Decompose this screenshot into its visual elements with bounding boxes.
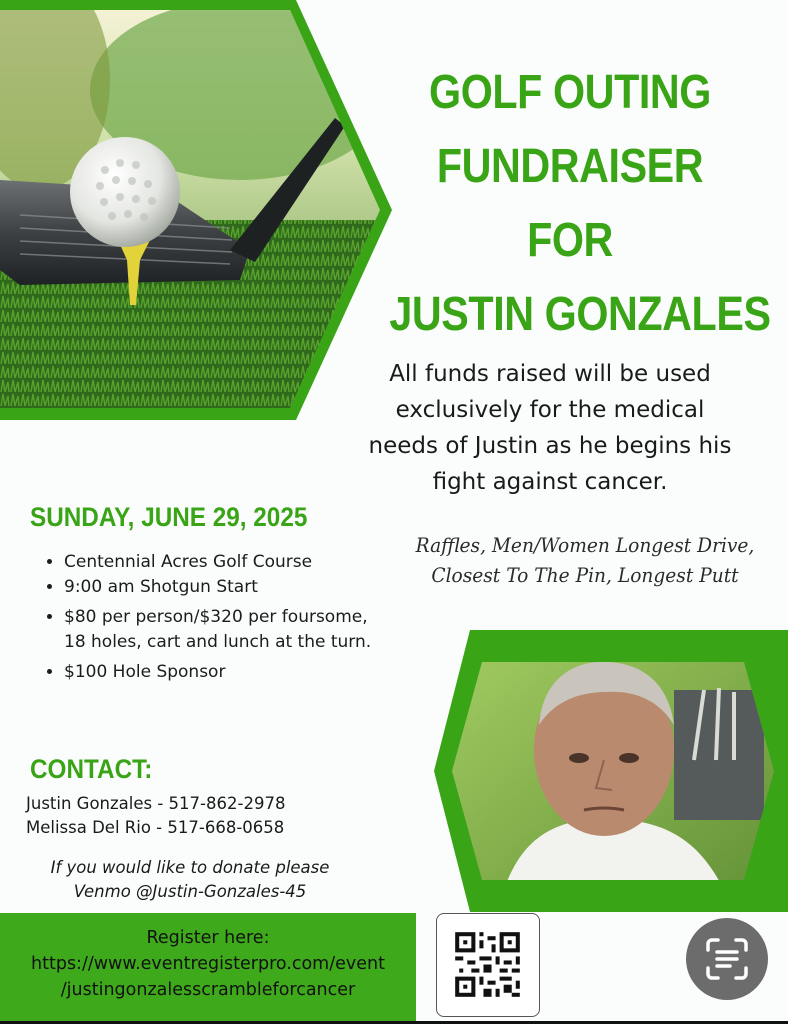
detail-location: • Centennial Acres Golf Course [64, 550, 384, 575]
description-line-1: All funds raised will be used [389, 361, 711, 387]
detail-start-time: • 9:00 am Shotgun Start [64, 575, 384, 600]
event-activities [394, 530, 775, 590]
scan-text-icon [686, 918, 768, 1000]
event-date: SUNDAY, JUNE 29, 2025 [30, 502, 308, 532]
title-line-3: FOR [527, 214, 613, 267]
donate-line-2: Venmo @Justin-Gonzales-45 [73, 882, 307, 901]
description-line-2: exclusively for the medical [395, 397, 705, 423]
detail-pricing: • $80 per person/$320 per foursome, 18 holes, cart and lunch at the turn. [64, 605, 384, 655]
fundraiser-description [330, 356, 770, 500]
event-details-list [44, 550, 384, 690]
title-line-4: JUSTIN GONZALES [389, 288, 771, 341]
qr-code-icon [437, 914, 538, 1015]
title-line-1: GOLF OUTING [429, 66, 711, 119]
detail-sponsor: • $100 Hole Sponsor [64, 660, 384, 685]
justin-photo [434, 630, 788, 912]
contact-list [26, 792, 285, 840]
contact-heading: CONTACT: [30, 754, 153, 784]
register-url-line-2[interactable]: /justingonzalesscrambleforcancer [60, 980, 356, 1000]
contact-melissa: Melissa Del Rio - 517-668-0658 [26, 818, 285, 837]
scan-text-button[interactable] [686, 918, 768, 1000]
contact-justin: Justin Gonzales - 517-862-2978 [26, 794, 286, 813]
qr-code[interactable] [436, 913, 540, 1017]
event-title [389, 56, 771, 352]
activities-line-1: Raffles, Men/Women Longest Drive, [415, 533, 755, 557]
donate-note [20, 856, 360, 904]
description-line-3: needs of Justin as he begins his [368, 433, 732, 459]
register-box [0, 913, 416, 1021]
activities-line-2: Closest To The Pin, Longest Putt [431, 563, 739, 587]
title-line-2: FUNDRAISER [436, 140, 704, 193]
register-label: Register here: [146, 928, 270, 948]
description-line-4: fight against cancer. [432, 469, 668, 495]
register-url-line-1[interactable]: https://www.eventregisterpro.com/event [31, 954, 385, 974]
donate-line-1: If you would like to donate please [50, 858, 330, 877]
